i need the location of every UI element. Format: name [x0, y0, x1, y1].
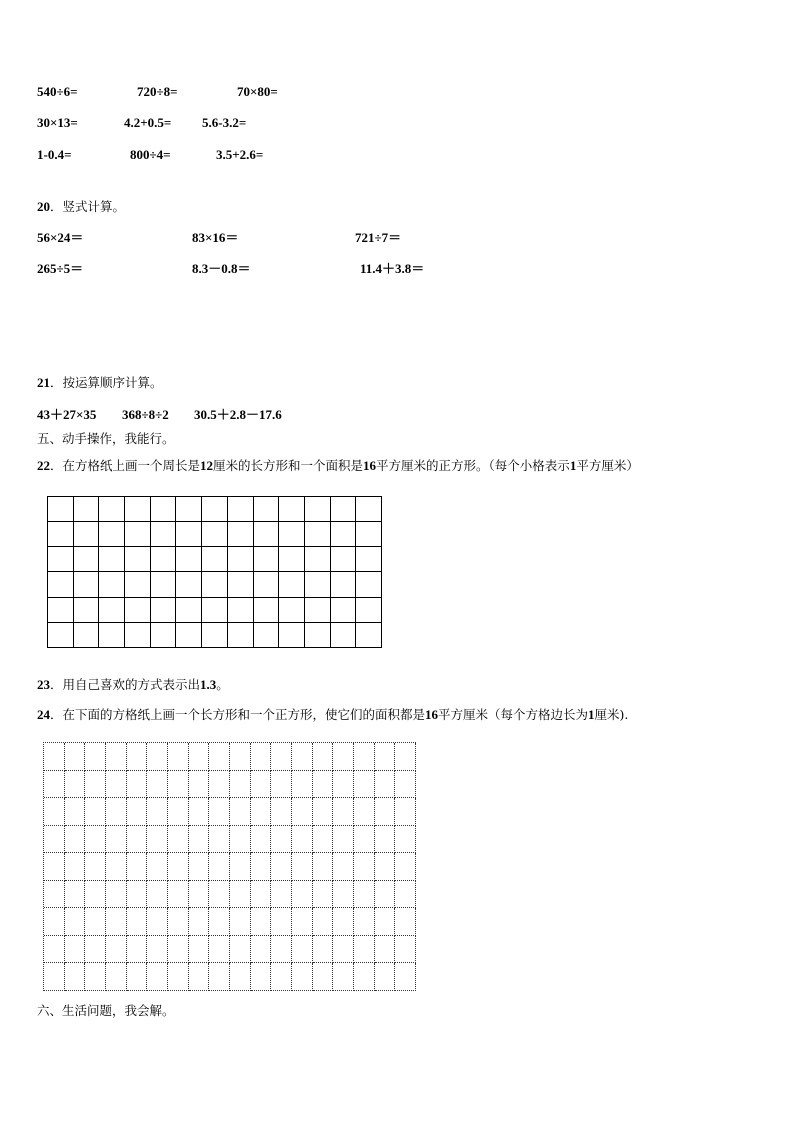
- grid-cell[interactable]: [313, 936, 334, 964]
- grid-cell[interactable]: [48, 547, 74, 572]
- grid-cell[interactable]: [305, 522, 331, 547]
- grid-cell[interactable]: [127, 743, 148, 771]
- question-number: 23: [37, 677, 50, 692]
- grid-cell[interactable]: [85, 743, 106, 771]
- grid-cell[interactable]: [271, 963, 292, 991]
- grid-cell[interactable]: [85, 908, 106, 936]
- grid-cell[interactable]: [395, 908, 416, 936]
- grid-cell[interactable]: [65, 963, 86, 991]
- grid-cell[interactable]: [395, 881, 416, 909]
- question-24-text: 24．在下面的方格纸上画一个长方形和一个正方形，使它们的面积都是16平方厘米（每个方格边长为1厘米).: [37, 707, 629, 722]
- vertical-calc-item: 265÷5＝: [37, 261, 84, 276]
- grid-cell[interactable]: [395, 826, 416, 854]
- grid-cell[interactable]: [44, 798, 65, 826]
- grid-cell[interactable]: [147, 853, 168, 881]
- question-number: 22: [37, 458, 50, 473]
- grid-cell[interactable]: [251, 826, 272, 854]
- grid-cell[interactable]: [279, 598, 305, 623]
- grid-cell[interactable]: [125, 623, 151, 648]
- grid-cell[interactable]: [44, 963, 65, 991]
- grid-cell[interactable]: [147, 963, 168, 991]
- grid-cell[interactable]: [292, 771, 313, 799]
- grid-paper-solid[interactable]: [47, 496, 382, 648]
- grid-cell[interactable]: [228, 572, 254, 597]
- grid-cell[interactable]: [202, 598, 228, 623]
- grid-cell[interactable]: [228, 598, 254, 623]
- grid-cell[interactable]: [230, 771, 251, 799]
- section-heading-6: 六、生活问题，我会解。: [37, 1003, 175, 1018]
- grid-cell[interactable]: [189, 936, 210, 964]
- grid-cell[interactable]: [271, 853, 292, 881]
- grid-cell[interactable]: [228, 547, 254, 572]
- grid-cell[interactable]: [333, 771, 354, 799]
- grid-cell[interactable]: [44, 881, 65, 909]
- grid-cell[interactable]: [127, 936, 148, 964]
- vertical-calc-item: 83×16＝: [192, 230, 239, 245]
- section-heading-5: 五、动手操作，我能行。: [37, 431, 175, 446]
- grid-cell[interactable]: [313, 798, 334, 826]
- grid-cell[interactable]: [44, 743, 65, 771]
- order-calc-item: 43＋27×35: [37, 407, 97, 422]
- question-text: 按运算顺序计算。: [62, 375, 163, 390]
- grid-cell[interactable]: [395, 853, 416, 881]
- grid-cell[interactable]: [125, 547, 151, 572]
- grid-cell[interactable]: [151, 572, 177, 597]
- grid-cell[interactable]: [271, 936, 292, 964]
- oral-calc-item: 540÷6=: [37, 84, 78, 99]
- grid-cell[interactable]: [228, 497, 254, 522]
- question-number: 20: [37, 199, 50, 214]
- grid-cell[interactable]: [354, 743, 375, 771]
- grid-cell[interactable]: [230, 798, 251, 826]
- grid-cell[interactable]: [271, 798, 292, 826]
- grid-cell[interactable]: [74, 572, 100, 597]
- grid-cell[interactable]: [333, 963, 354, 991]
- grid-cell[interactable]: [251, 771, 272, 799]
- question-23-text: 23．用自己喜欢的方式表示出1.3。: [37, 677, 229, 692]
- grid-cell[interactable]: [85, 798, 106, 826]
- grid-cell[interactable]: [354, 853, 375, 881]
- grid-cell[interactable]: [333, 936, 354, 964]
- grid-cell[interactable]: [125, 522, 151, 547]
- grid-cell[interactable]: [189, 963, 210, 991]
- grid-cell[interactable]: [292, 963, 313, 991]
- grid-cell[interactable]: [127, 963, 148, 991]
- grid-cell[interactable]: [85, 771, 106, 799]
- grid-cell[interactable]: [106, 826, 127, 854]
- grid-cell[interactable]: [65, 826, 86, 854]
- grid-cell[interactable]: [375, 743, 396, 771]
- grid-cell[interactable]: [127, 798, 148, 826]
- grid-cell[interactable]: [305, 572, 331, 597]
- grid-cell[interactable]: [147, 826, 168, 854]
- grid-cell[interactable]: [85, 826, 106, 854]
- grid-cell[interactable]: [305, 497, 331, 522]
- grid-cell[interactable]: [209, 881, 230, 909]
- grid-cell[interactable]: [176, 522, 202, 547]
- grid-cell[interactable]: [151, 497, 177, 522]
- grid-cell[interactable]: [189, 798, 210, 826]
- grid-cell[interactable]: [127, 853, 148, 881]
- grid-cell[interactable]: [85, 881, 106, 909]
- grid-cell[interactable]: [375, 881, 396, 909]
- grid-cell[interactable]: [395, 771, 416, 799]
- grid-cell[interactable]: [354, 826, 375, 854]
- grid-cell[interactable]: [127, 881, 148, 909]
- grid-cell[interactable]: [354, 771, 375, 799]
- grid-cell[interactable]: [313, 963, 334, 991]
- grid-cell[interactable]: [65, 881, 86, 909]
- grid-cell[interactable]: [147, 936, 168, 964]
- grid-cell[interactable]: [48, 623, 74, 648]
- grid-cell[interactable]: [125, 598, 151, 623]
- grid-cell[interactable]: [331, 572, 357, 597]
- grid-cell[interactable]: [279, 623, 305, 648]
- grid-cell[interactable]: [228, 522, 254, 547]
- grid-cell[interactable]: [375, 908, 396, 936]
- grid-cell[interactable]: [151, 598, 177, 623]
- grid-cell[interactable]: [292, 853, 313, 881]
- grid-cell[interactable]: [254, 598, 280, 623]
- grid-cell[interactable]: [48, 497, 74, 522]
- grid-cell[interactable]: [127, 771, 148, 799]
- grid-cell[interactable]: [356, 572, 382, 597]
- grid-cell[interactable]: [292, 798, 313, 826]
- grid-cell[interactable]: [106, 771, 127, 799]
- grid-cell[interactable]: [65, 771, 86, 799]
- grid-cell[interactable]: [74, 598, 100, 623]
- grid-cell[interactable]: [333, 853, 354, 881]
- oral-calc-item: 720÷8=: [137, 84, 178, 99]
- grid-cell[interactable]: [375, 826, 396, 854]
- grid-cell[interactable]: [176, 547, 202, 572]
- grid-cell[interactable]: [44, 936, 65, 964]
- grid-cell[interactable]: [209, 826, 230, 854]
- grid-cell[interactable]: [313, 853, 334, 881]
- oral-calc-item: 70×80=: [237, 84, 278, 99]
- grid-cell[interactable]: [189, 826, 210, 854]
- grid-cell[interactable]: [74, 547, 100, 572]
- grid-cell[interactable]: [292, 826, 313, 854]
- grid-cell[interactable]: [209, 743, 230, 771]
- grid-cell[interactable]: [228, 623, 254, 648]
- grid-cell[interactable]: [176, 572, 202, 597]
- grid-paper-dotted[interactable]: [43, 742, 416, 991]
- grid-cell[interactable]: [209, 798, 230, 826]
- grid-cell[interactable]: [48, 522, 74, 547]
- grid-cell[interactable]: [292, 743, 313, 771]
- oral-calc-item: 800÷4=: [130, 147, 171, 162]
- grid-cell[interactable]: [375, 936, 396, 964]
- grid-cell[interactable]: [279, 522, 305, 547]
- grid-cell[interactable]: [147, 881, 168, 909]
- oral-calc-item: 30×13=: [37, 115, 78, 130]
- grid-cell[interactable]: [395, 743, 416, 771]
- order-calc-item: 30.5＋2.8－17.6: [194, 407, 282, 422]
- grid-cell[interactable]: [354, 936, 375, 964]
- grid-cell[interactable]: [254, 522, 280, 547]
- grid-cell[interactable]: [176, 598, 202, 623]
- question-text: 竖式计算。: [62, 199, 126, 214]
- grid-cell[interactable]: [65, 798, 86, 826]
- question-21-title: 21．按运算顺序计算。: [37, 375, 163, 390]
- vertical-calc-item: 8.3－0.8＝: [192, 261, 251, 276]
- grid-cell[interactable]: [331, 598, 357, 623]
- grid-cell[interactable]: [251, 743, 272, 771]
- grid-cell[interactable]: [168, 908, 189, 936]
- grid-cell[interactable]: [74, 497, 100, 522]
- grid-cell[interactable]: [375, 798, 396, 826]
- grid-cell[interactable]: [230, 963, 251, 991]
- grid-cell[interactable]: [313, 743, 334, 771]
- grid-cell[interactable]: [189, 853, 210, 881]
- grid-cell[interactable]: [48, 598, 74, 623]
- grid-cell[interactable]: [147, 743, 168, 771]
- grid-cell[interactable]: [74, 623, 100, 648]
- grid-cell[interactable]: [251, 936, 272, 964]
- grid-cell[interactable]: [168, 963, 189, 991]
- grid-cell[interactable]: [209, 908, 230, 936]
- grid-cell[interactable]: [127, 826, 148, 854]
- grid-cell[interactable]: [189, 743, 210, 771]
- grid-cell[interactable]: [271, 743, 292, 771]
- grid-cell[interactable]: [106, 798, 127, 826]
- grid-cell[interactable]: [230, 936, 251, 964]
- grid-cell[interactable]: [44, 908, 65, 936]
- grid-cell[interactable]: [354, 798, 375, 826]
- grid-cell[interactable]: [279, 572, 305, 597]
- grid-cell[interactable]: [99, 598, 125, 623]
- grid-cell[interactable]: [106, 936, 127, 964]
- grid-cell[interactable]: [151, 547, 177, 572]
- grid-cell[interactable]: [44, 853, 65, 881]
- grid-cell[interactable]: [354, 963, 375, 991]
- grid-cell[interactable]: [189, 771, 210, 799]
- grid-cell[interactable]: [44, 771, 65, 799]
- oral-calc-item: 5.6-3.2=: [202, 115, 247, 130]
- grid-cell[interactable]: [99, 623, 125, 648]
- grid-cell[interactable]: [395, 936, 416, 964]
- grid-cell[interactable]: [168, 853, 189, 881]
- grid-cell[interactable]: [125, 497, 151, 522]
- grid-cell[interactable]: [292, 908, 313, 936]
- grid-cell[interactable]: [202, 572, 228, 597]
- grid-cell[interactable]: [230, 881, 251, 909]
- grid-cell[interactable]: [151, 623, 177, 648]
- grid-cell[interactable]: [176, 497, 202, 522]
- grid-cell[interactable]: [125, 572, 151, 597]
- grid-cell[interactable]: [202, 497, 228, 522]
- question-22-text: 22．在方格纸上画一个周长是12厘米的长方形和一个面积是16平方厘米的正方形。（每个小格表示1平方厘米）: [37, 458, 639, 473]
- grid-cell[interactable]: [251, 853, 272, 881]
- grid-cell[interactable]: [271, 771, 292, 799]
- question-number: 21: [37, 375, 50, 390]
- grid-cell[interactable]: [147, 771, 168, 799]
- grid-cell[interactable]: [99, 547, 125, 572]
- oral-calc-item: 3.5+2.6=: [216, 147, 264, 162]
- grid-cell[interactable]: [65, 853, 86, 881]
- grid-cell[interactable]: [331, 497, 357, 522]
- grid-cell[interactable]: [333, 743, 354, 771]
- grid-cell[interactable]: [313, 826, 334, 854]
- order-calc-item: 368÷8÷2: [122, 407, 169, 422]
- grid-cell[interactable]: [209, 853, 230, 881]
- grid-cell[interactable]: [127, 908, 148, 936]
- grid-cell[interactable]: [313, 908, 334, 936]
- grid-cell[interactable]: [202, 547, 228, 572]
- grid-cell[interactable]: [331, 522, 357, 547]
- grid-cell[interactable]: [168, 881, 189, 909]
- question-number: 24: [37, 707, 50, 722]
- grid-cell[interactable]: [279, 497, 305, 522]
- grid-cell[interactable]: [356, 497, 382, 522]
- grid-cell[interactable]: [65, 936, 86, 964]
- grid-cell[interactable]: [168, 743, 189, 771]
- grid-cell[interactable]: [230, 853, 251, 881]
- grid-cell[interactable]: [254, 623, 280, 648]
- grid-cell[interactable]: [254, 497, 280, 522]
- grid-cell[interactable]: [292, 881, 313, 909]
- grid-cell[interactable]: [251, 798, 272, 826]
- grid-cell[interactable]: [147, 908, 168, 936]
- grid-cell[interactable]: [44, 826, 65, 854]
- grid-cell[interactable]: [331, 623, 357, 648]
- grid-cell[interactable]: [209, 963, 230, 991]
- grid-cell[interactable]: [74, 522, 100, 547]
- vertical-calc-item: 11.4＋3.8＝: [360, 261, 425, 276]
- grid-cell[interactable]: [147, 798, 168, 826]
- grid-cell[interactable]: [65, 908, 86, 936]
- grid-cell[interactable]: [356, 623, 382, 648]
- grid-cell[interactable]: [305, 598, 331, 623]
- grid-cell[interactable]: [354, 908, 375, 936]
- grid-cell[interactable]: [202, 522, 228, 547]
- grid-cell[interactable]: [106, 881, 127, 909]
- grid-cell[interactable]: [271, 826, 292, 854]
- grid-cell[interactable]: [48, 572, 74, 597]
- grid-cell[interactable]: [168, 826, 189, 854]
- grid-cell[interactable]: [356, 598, 382, 623]
- vertical-calc-item: 56×24＝: [37, 230, 84, 245]
- grid-cell[interactable]: [254, 572, 280, 597]
- grid-cell[interactable]: [356, 522, 382, 547]
- grid-cell[interactable]: [176, 623, 202, 648]
- grid-cell[interactable]: [292, 936, 313, 964]
- grid-cell[interactable]: [313, 771, 334, 799]
- grid-cell[interactable]: [230, 743, 251, 771]
- grid-cell[interactable]: [168, 936, 189, 964]
- grid-cell[interactable]: [65, 743, 86, 771]
- grid-cell[interactable]: [168, 771, 189, 799]
- grid-cell[interactable]: [395, 798, 416, 826]
- grid-cell[interactable]: [209, 771, 230, 799]
- grid-cell[interactable]: [333, 826, 354, 854]
- vertical-calc-item: 721÷7＝: [355, 230, 402, 245]
- grid-cell[interactable]: [251, 963, 272, 991]
- grid-cell[interactable]: [230, 908, 251, 936]
- grid-cell[interactable]: [106, 963, 127, 991]
- grid-cell[interactable]: [99, 497, 125, 522]
- grid-cell[interactable]: [333, 881, 354, 909]
- grid-cell[interactable]: [99, 522, 125, 547]
- grid-cell[interactable]: [189, 881, 210, 909]
- grid-cell[interactable]: [333, 908, 354, 936]
- grid-cell[interactable]: [168, 798, 189, 826]
- grid-cell[interactable]: [356, 547, 382, 572]
- grid-cell[interactable]: [85, 936, 106, 964]
- grid-cell[interactable]: [106, 743, 127, 771]
- grid-cell[interactable]: [85, 853, 106, 881]
- grid-cell[interactable]: [209, 936, 230, 964]
- question-20-title: 20．竖式计算。: [37, 199, 126, 214]
- grid-cell[interactable]: [151, 522, 177, 547]
- grid-cell[interactable]: [251, 881, 272, 909]
- grid-cell[interactable]: [375, 771, 396, 799]
- grid-cell[interactable]: [230, 826, 251, 854]
- grid-cell[interactable]: [375, 853, 396, 881]
- grid-cell[interactable]: [254, 547, 280, 572]
- grid-cell[interactable]: [189, 908, 210, 936]
- grid-cell[interactable]: [85, 963, 106, 991]
- grid-cell[interactable]: [271, 908, 292, 936]
- grid-cell[interactable]: [271, 881, 292, 909]
- grid-cell[interactable]: [375, 963, 396, 991]
- oral-calc-item: 4.2+0.5=: [124, 115, 172, 130]
- grid-cell[interactable]: [106, 853, 127, 881]
- grid-cell[interactable]: [106, 908, 127, 936]
- grid-cell[interactable]: [251, 908, 272, 936]
- grid-cell[interactable]: [279, 547, 305, 572]
- grid-cell[interactable]: [99, 572, 125, 597]
- grid-cell[interactable]: [333, 798, 354, 826]
- grid-cell[interactable]: [331, 547, 357, 572]
- grid-cell[interactable]: [202, 623, 228, 648]
- grid-cell[interactable]: [354, 881, 375, 909]
- grid-cell[interactable]: [395, 963, 416, 991]
- grid-cell[interactable]: [305, 547, 331, 572]
- grid-cell[interactable]: [313, 881, 334, 909]
- grid-cell[interactable]: [305, 623, 331, 648]
- oral-calc-item: 1-0.4=: [37, 147, 72, 162]
